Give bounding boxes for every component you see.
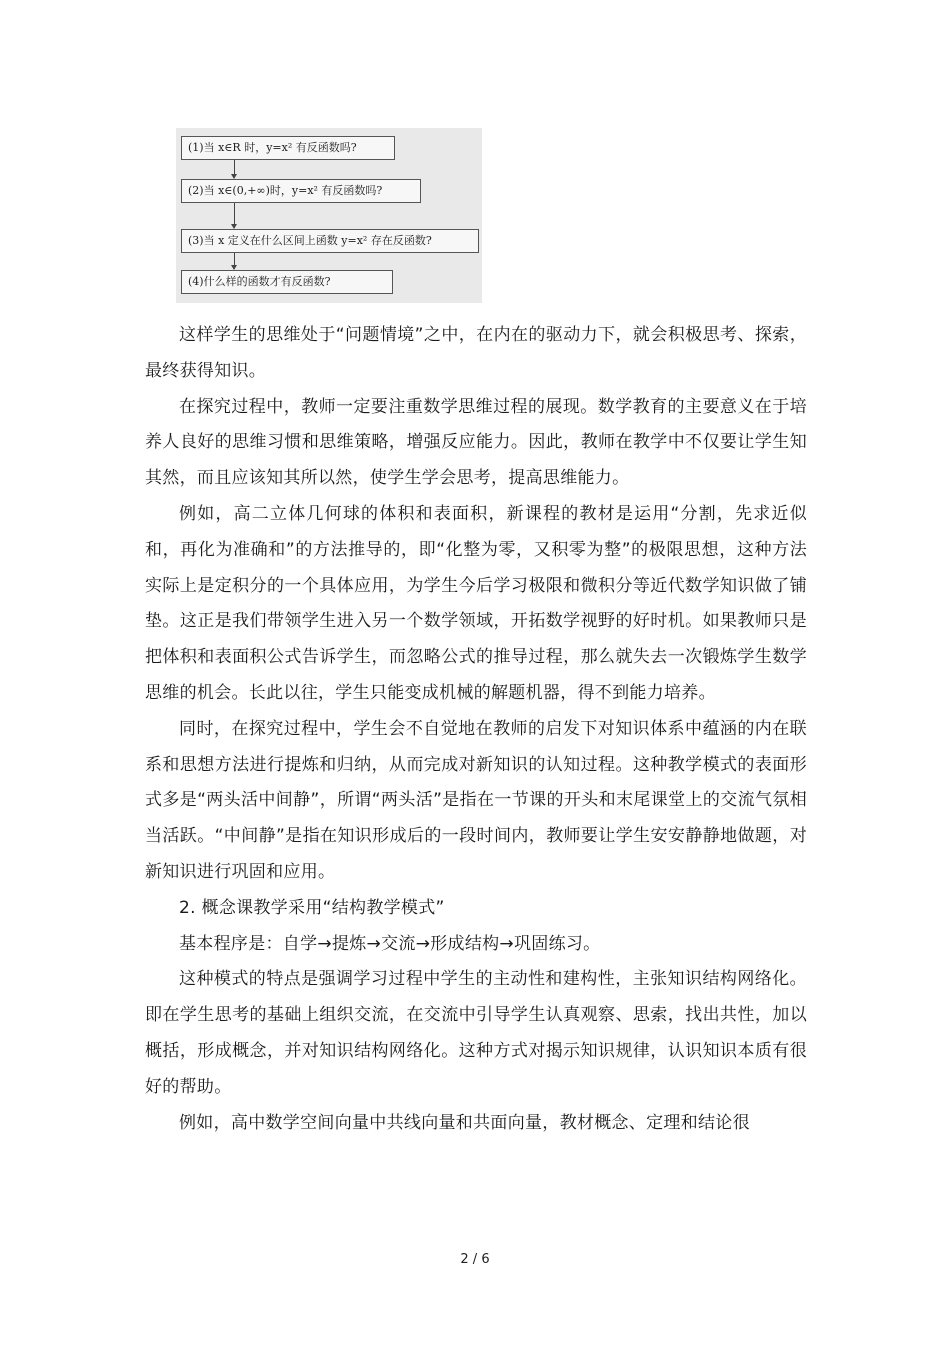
flowchart-arrow-2 <box>234 203 235 228</box>
flowchart-arrow-3 <box>234 253 235 269</box>
body-text <box>145 318 807 1141</box>
paragraph-7: 例如，高中数学空间向量中共线向量和共面向量，教材概念、定理和结论很 <box>179 1112 750 1133</box>
page-number: 2 / 6 <box>460 1252 490 1267</box>
paragraph-2: 在探究过程中，教师一定要注重数学思维过程的展现。数学教育的主要意义在于培养人良好的思维习惯和思维策略，增强反应能力。因此，教师在教学中不仅要让学生知其然，而且应该知其所以然，使学生学会思考，提高思维能力。 <box>145 396 807 489</box>
paragraph-3: 例如，高二立体几何球的体积和表面积，新课程的教材是运用“分割，先求近似和，再化为准确和”的方法推导的，即“化整为零，又积零为整”的极限思想，这种方法实际上是定积分的一个具体应用，为学生今后学习极限和微积分等近代数学知识做了铺垫。这正是我们带领学生进入另一个数学领域，开拓数学视野的好时机。如果教师只是把体积和表面积公式告诉学生，而忽略公式的推导过程，那么就失去一次锻炼学生数学思维的机会。长此以往，学生只能变成机械的解题机器，得不到能力培养。 <box>145 503 807 703</box>
flowchart-figure <box>176 128 482 303</box>
paragraph-4: 同时，在探究过程中，学生会不自觉地在教师的启发下对知识体系中蕴涵的内在联系和思想方法进行提炼和归纳，从而完成对新知识的认知过程。这种教学模式的表面形式多是“两头活中间静”，所谓“两头活”是指在一节课的开头和末尾课堂上的交流气氛相当活跃。“中间静”是指在知识形成后的一段时间内，教师要让学生安安静静地做题，对新知识进行巩固和应用。 <box>145 718 807 882</box>
flowchart-box-1: (1)当 x∈R 时，y=x² 有反函数吗? <box>181 136 395 160</box>
flowchart-box-2: (2)当 x∈(0,+∞)时，y=x² 有反函数吗? <box>181 179 421 203</box>
flowchart-box-4: (4)什么样的函数才有反函数? <box>181 270 393 294</box>
paragraph-1: 这样学生的思维处于“问题情境”之中，在内在的驱动力下，就会积极思考、探索，最终获得知识。 <box>145 325 807 381</box>
flowchart-box-3: (3)当 x 定义在什么区间上函数 y=x² 存在反函数? <box>181 229 479 253</box>
flowchart-arrow-1 <box>234 160 235 178</box>
paragraph-5: 基本程序是：自学→提炼→交流→形成结构→巩固练习。 <box>179 933 601 954</box>
paragraph-6: 这种模式的特点是强调学习过程中学生的主动性和建构性，主张知识结构网络化。即在学生思考的基础上组织交流，在交流中引导学生认真观察、思索，找出共性，加以概括，形成概念，并对知识结构网络化。这种方式对揭示知识规律，认识知识本质有很好的帮助。 <box>145 969 807 1097</box>
section-heading: 2. 概念课教学采用“结构教学模式” <box>179 897 445 918</box>
